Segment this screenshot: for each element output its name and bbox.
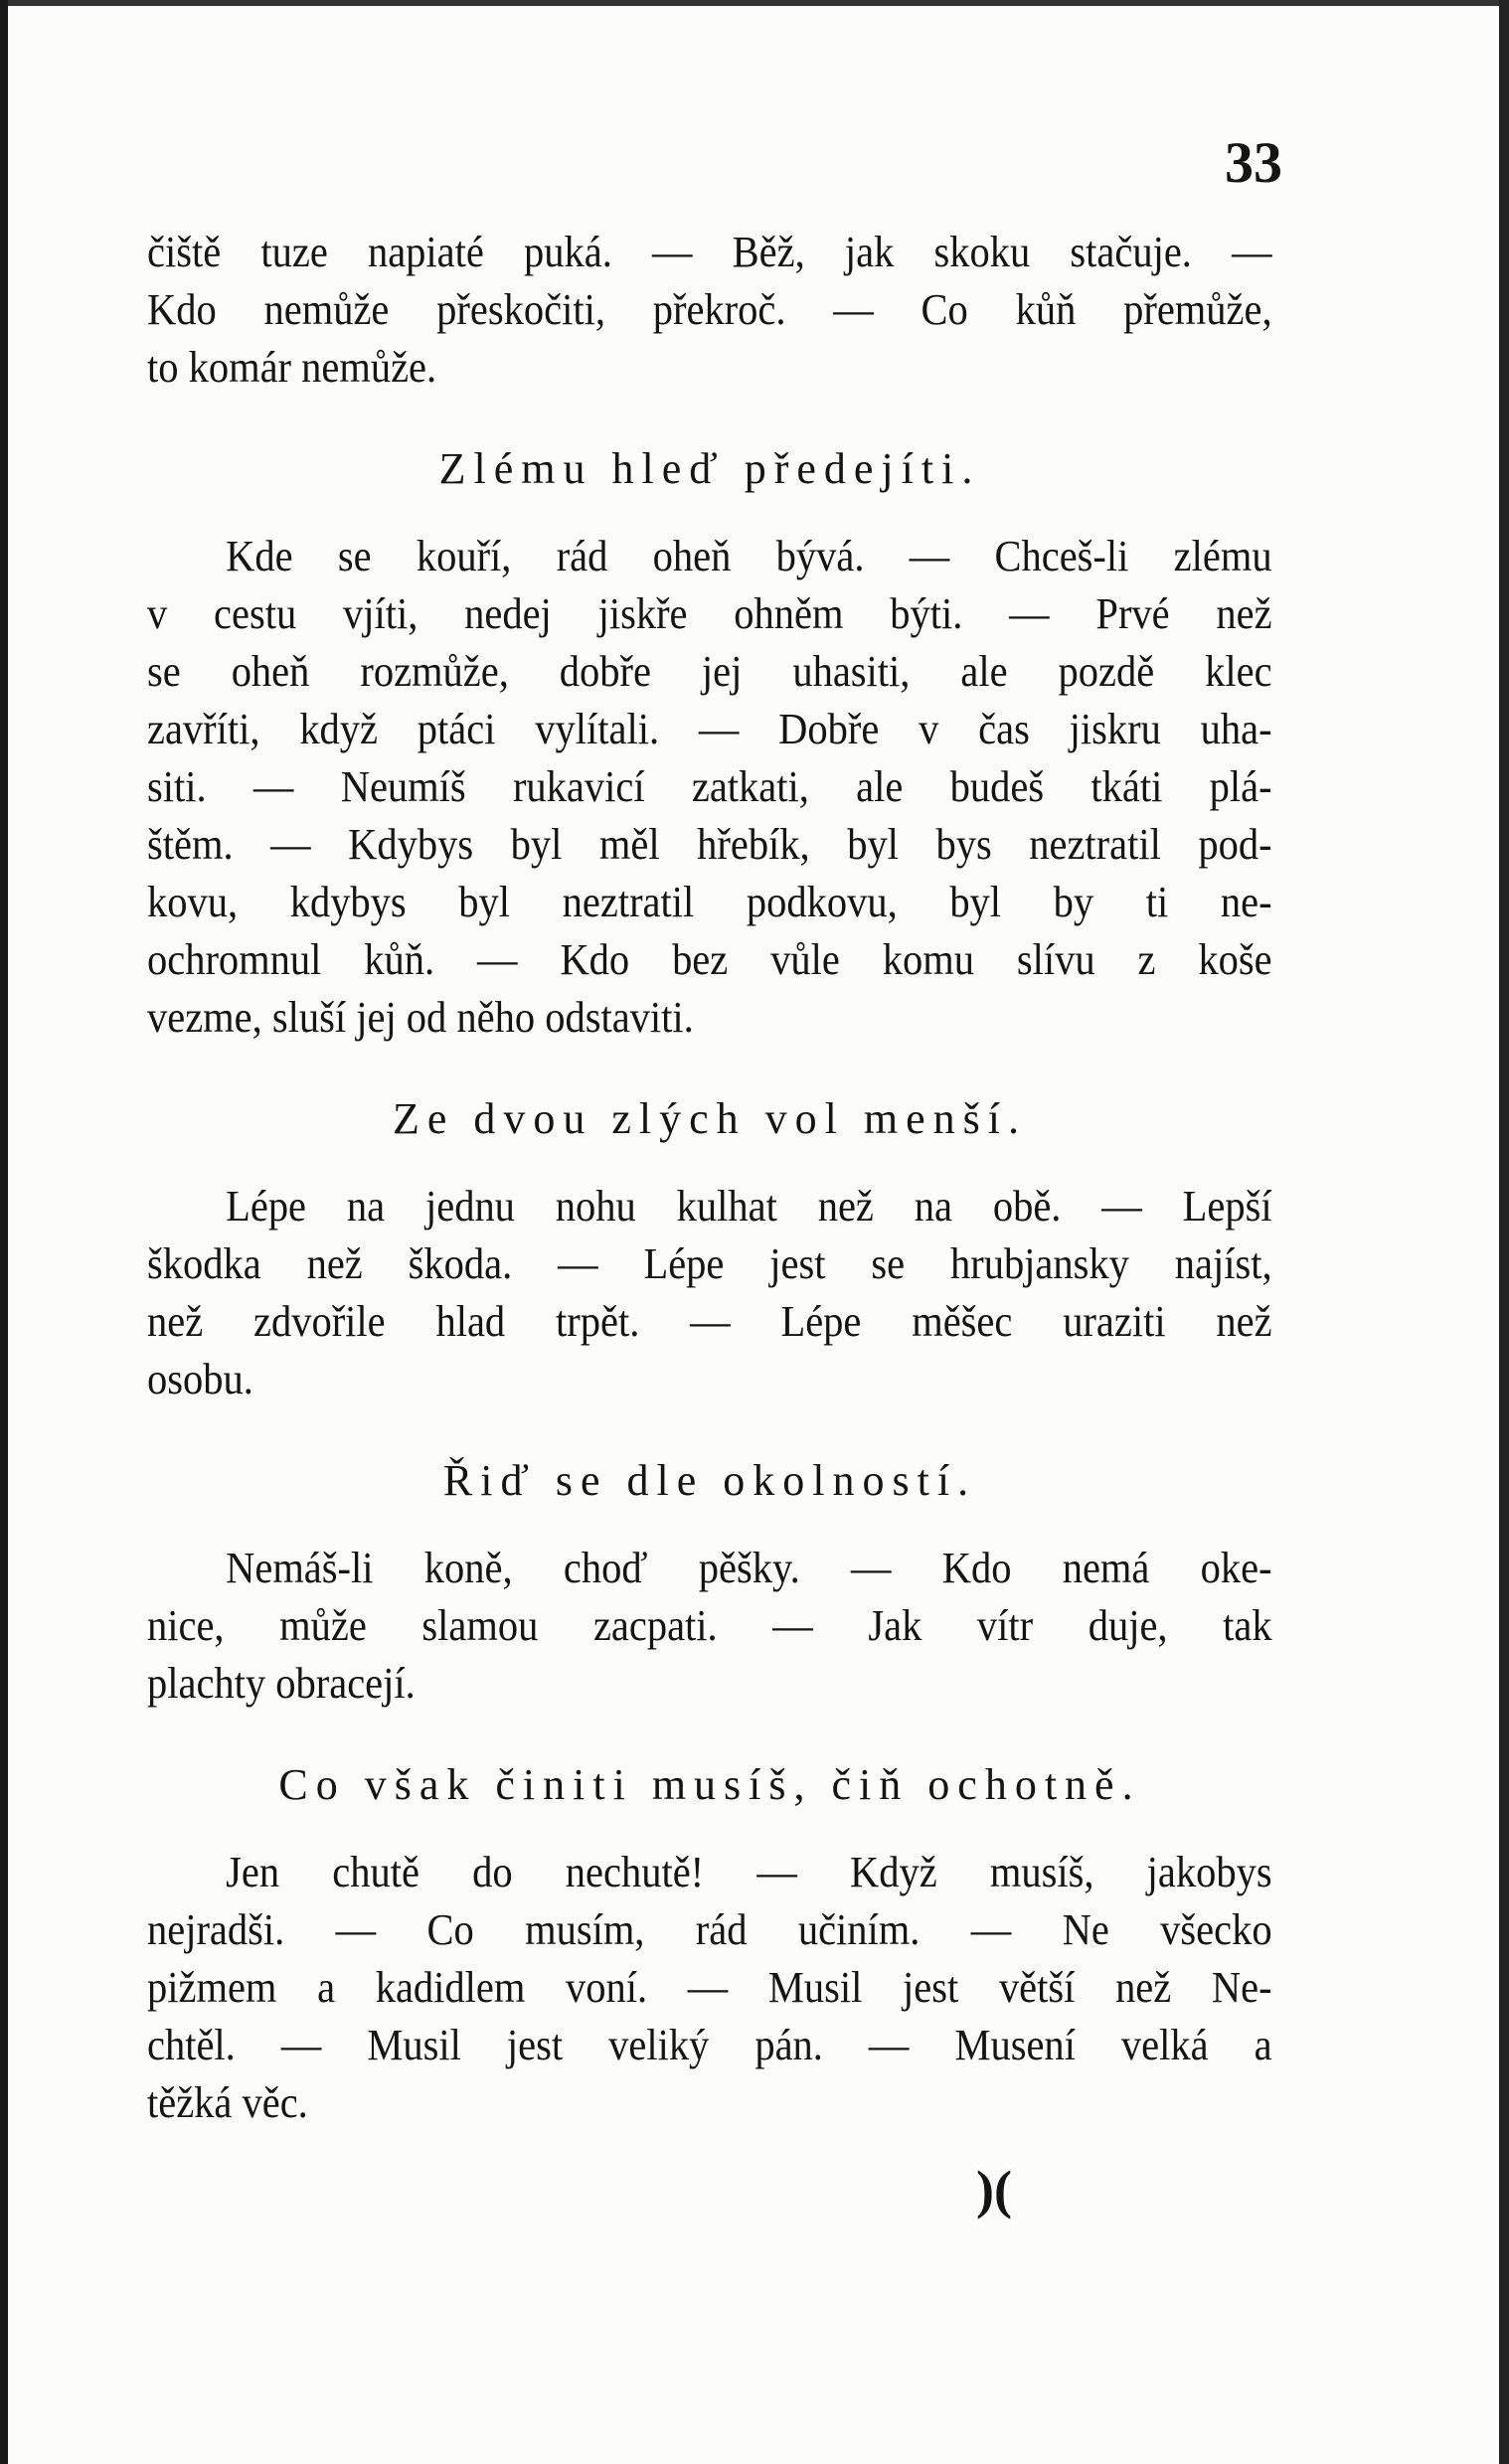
text-line: plachty obracejí. <box>147 1659 416 1708</box>
section-heading: Co však činiti musíš, čiň ochotně. <box>278 1760 1141 1809</box>
section-heading: Řiď se dle okolností. <box>442 1456 977 1505</box>
text-line: škodka než škoda. — Lépe jest se hrubjansky najíst, <box>147 1239 1272 1288</box>
text-line: nice, může slamou zacpati. — Jak vítr duje, tak <box>147 1601 1272 1650</box>
text-line: nejradši. — Co musím, rád učiním. — Ne všecko <box>147 1905 1272 1954</box>
text-line: to komár nemůže. <box>147 343 437 392</box>
text-line: než zdvořile hlad trpět. — Lépe měšec uraziti než <box>147 1297 1272 1346</box>
text-line: Jen chutě do nechutě! — Když musíš, jakobys <box>226 1848 1272 1896</box>
text-line: zavříti, když ptáci vylítali. — Dobře v čas jiskru uha- <box>147 705 1272 753</box>
text-line: těžká věc. <box>147 2078 308 2127</box>
text-line: kovu, kdybys byl neztratil podkovu, byl by ti ne- <box>147 878 1272 926</box>
section-heading: Ze dvou zlých vol menší. <box>392 1094 1027 1143</box>
text-line: se oheň rozmůže, dobře jej uhasiti, ale pozdě klec <box>147 647 1272 696</box>
scan-edge-left <box>0 0 8 2464</box>
end-ornament: )( <box>976 2160 1012 2219</box>
text-line: pižmem a kadidlem voní. — Musil jest větší než Ne- <box>147 1963 1272 2012</box>
text-line: vezme, sluší jej od něho odstaviti. <box>147 993 694 1042</box>
text-line: Kde se kouří, rád oheň bývá. — Chceš-li zlému <box>226 532 1272 580</box>
text-line: osobu. <box>147 1355 253 1403</box>
text-line: štěm. — Kdybys byl měl hřebík, byl bys neztratil pod- <box>147 820 1272 869</box>
text-line: v cestu vjíti, nedej jiskře ohněm býti. — Prvé než <box>147 589 1272 638</box>
text-line: Kdo nemůže přeskočiti, překroč. — Co kůň přemůže, <box>147 285 1272 334</box>
text-line: Nemáš-li koně, choď pěšky. — Kdo nemá oke- <box>226 1544 1272 1592</box>
section-heading: Zlému hleď předejíti. <box>438 444 981 493</box>
text-line: siti. — Neumíš rukavicí zatkati, ale budeš tkáti plá- <box>147 762 1272 811</box>
text-line: Lépe na jednu nohu kulhat než na obě. — Lepší <box>226 1182 1272 1231</box>
scan-edge-right <box>1499 0 1509 2464</box>
page-text <box>147 224 1272 2132</box>
text-line: chtěl. — Musil jest veliký pán. — Musení velká a <box>147 2021 1272 2069</box>
text-line: ochromnul kůň. — Kdo bez vůle komu slívu z koše <box>147 935 1272 984</box>
page-number: 33 <box>1225 130 1282 195</box>
scan-edge-top <box>0 0 1509 6</box>
text-line: čiště tuze napiaté puká. — Běž, jak skoku stačuje. — <box>147 228 1272 276</box>
